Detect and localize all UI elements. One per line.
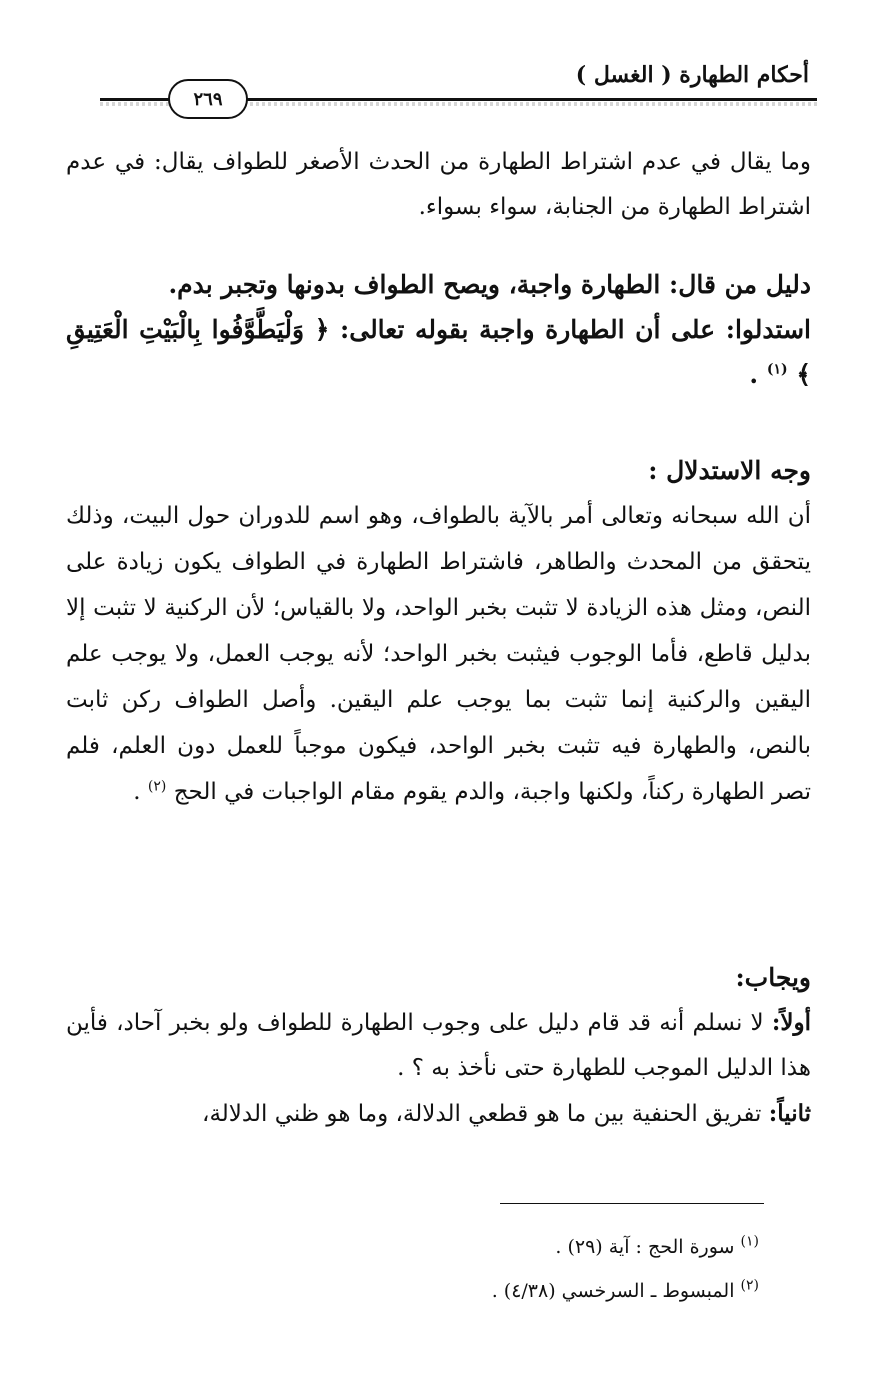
page-number-badge — [168, 79, 248, 119]
footnote-1-number: (١) — [740, 1233, 759, 1250]
reasoning-text: أن الله سبحانه وتعالى أمر بالآية بالطواف، وهو اسم للدوران حول البيت، وذلك يتحقق من المحدث والطاهر، فاشتراط الطهارة في الطواف يكون زيادة على النص، ومثل هذه الزيادة لا تثبت بخبر الواحد، ولا بالقياس؛ لأن الركنية لا تثبت إلا بدليل قاطع، فأما الوجوب فيثبت بخبر الواحد؛ لأنه يوجب العمل، ولا يوجب علم اليقين والركنية إنما تثبت بما يوجب علم اليقين. وأصل الطواف ركن ثابت بالنص، والطهارة فيه تثبت بخبر الواحد، فيكون موجباً للعمل دون العلم، فلم تصر الطهارة ركناً، ولكنها واجبة، والدم يقوم مقام الواجبات في الحج — [66, 503, 811, 805]
answer-2-label: ثانياً: — [768, 1100, 811, 1127]
footnote-ref-1: (١) — [766, 361, 788, 378]
footnote-1-text: سورة الحج : آية (٢٩) . — [555, 1236, 735, 1258]
paragraph-intro — [66, 140, 811, 230]
footnote-2-text: المبسوط ـ السرخسي (٤/٣٨) . — [491, 1280, 735, 1302]
footnote-2 — [159, 1269, 759, 1313]
page-number: ٢٦٩ — [193, 88, 223, 110]
quran-verse: ﴿ وَلْيَطَّوَّفُوا بِالْبَيْتِ الْعَتِيقِ ﴾ — [66, 315, 811, 389]
evidence-statement — [66, 307, 811, 397]
running-header-title: أحكام الطهارة ( الغسل ) — [575, 62, 809, 88]
heading-answer: ويجاب: — [735, 963, 811, 992]
section-evidence — [66, 262, 811, 397]
footnote-2-number: (٢) — [740, 1277, 759, 1294]
heading-reasoning: وجه الاستدلال : — [648, 456, 811, 485]
heading-evidence: دليل من قال: الطهارة واجبة، ويصح الطواف بدونها وتجبر بدم. — [168, 270, 811, 299]
answer-1 — [66, 1000, 811, 1091]
footnote-ref-2: (٢) — [147, 778, 167, 795]
reasoning-end: . — [133, 779, 141, 805]
evidence-prefix: استدلوا: على أن الطهارة واجبة بقوله تعالى: — [340, 315, 811, 344]
section-reasoning — [66, 448, 811, 815]
paragraph-1: وما يقال في عدم اشتراط الطهارة من الحدث الأصغر للطواف يقال: في عدم اشتراط الطهارة من الجنابة، سواء بسواء. — [66, 149, 811, 220]
footnote-separator — [500, 1203, 764, 1204]
answer-1-label: أولاً: — [771, 1009, 811, 1036]
section-answer — [66, 955, 811, 1137]
paragraph-reasoning — [66, 493, 811, 815]
footnote-1 — [159, 1225, 759, 1269]
footnotes — [159, 1225, 759, 1313]
answer-2 — [66, 1091, 811, 1137]
evidence-end: . — [749, 360, 759, 389]
answer-1-text: لا نسلم أنه قد قام دليل على وجوب الطهارة للطواف ولو بخبر آحاد، فأين هذا الدليل الموجب للطهارة حتى نأخذ به ؟ . — [66, 1010, 811, 1081]
answer-2-text: تفريق الحنفية بين ما هو قطعي الدلالة، وما هو ظني الدلالة، — [202, 1101, 762, 1127]
